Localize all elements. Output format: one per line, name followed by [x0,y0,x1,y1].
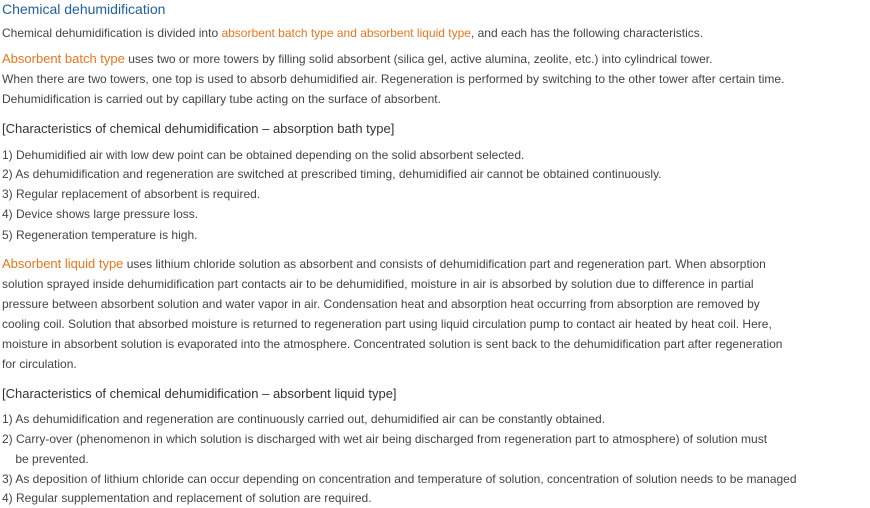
batch-list-item: 4) Device shows large pressure loss. [2,207,199,221]
liquid-paragraph-line: solution sprayed inside dehumidification part contacts air to be dehumidified, moisture in air is absorbed by solution due to difference in partial [2,277,754,291]
batch-list-item: 1) Dehumidified air with low dew point can be obtained depending on the solid absorbent selected. [2,148,525,162]
intro-text-post: , and each has the following characteristics. [470,26,704,40]
liquid-type-highlight: Absorbent liquid type [2,256,124,271]
batch-characteristics-heading: [Characteristics of chemical dehumidification – absorption bath type] [2,121,395,136]
intro-paragraph [2,26,703,40]
page-title: Chemical dehumidification [2,1,166,17]
batch-list-item: 2) As dehumidification and regeneration are switched at prescribed timing, dehumidified air cannot be obtained continuously. [2,167,662,181]
liquid-list-item: 1) As dehumidification and regeneration are continuously carried out, dehumidified air can be constantly obtained. [2,412,606,426]
batch-type-highlight: Absorbent batch type [2,51,125,66]
liquid-list-item: 3) As deposition of lithium chloride can occur depending on concentration and temperature of solution, concentration of solution needs to be managed [2,472,797,486]
batch-paragraph-line: When there are two towers, one top is used to absorb dehumidified air. Regeneration is performed by switching to the other tower after certain time. [2,72,785,86]
liquid-paragraph-line [2,257,766,271]
intro-text-pre: Chemical dehumidification is divided into [2,26,222,40]
liquid-paragraph-line: pressure between absorbent solution and water vapor in air. Condensation heat and absorption heat occurring from absorption are removed by [2,297,760,311]
liquid-text-line: uses lithium chloride solution as absorbent and consists of dehumidification part and regeneration part. When absorption [123,257,766,271]
liquid-list-item-continuation: be prevented. [2,452,89,466]
liquid-paragraph-line: moisture in absorbent solution is evaporated into the atmosphere. Concentrated solution is sent back to the dehumidification part after regeneration [2,337,783,351]
liquid-list-item: 2) Carry-over (phenomenon in which solution is discharged with wet air being discharged from regeneration part to atmosphere) of solution must [2,432,768,446]
batch-list-item: 5) Regeneration temperature is high. [2,228,198,242]
batch-paragraph-line [2,52,712,66]
liquid-characteristics-heading: [Characteristics of chemical dehumidification – absorbent liquid type] [2,386,397,401]
intro-highlight: absorbent batch type and absorbent liquid type [221,26,471,40]
liquid-list-item: 4) Regular supplementation and replacement of solution are required. [2,491,372,505]
batch-text-line: uses two or more towers by filling solid absorbent (silica gel, active alumina, zeolite, etc.) into cylindrical tower. [124,52,713,66]
liquid-paragraph-line: cooling coil. Solution that absorbed moisture is returned to regeneration part using liquid circulation pump to contact air heated by heat coil. Here, [2,317,772,331]
batch-list-item: 3) Regular replacement of absorbent is required. [2,187,261,201]
batch-paragraph-line: Dehumidification is carried out by capillary tube acting on the surface of absorbent. [2,92,441,106]
liquid-paragraph-line: for circulation. [2,357,77,371]
